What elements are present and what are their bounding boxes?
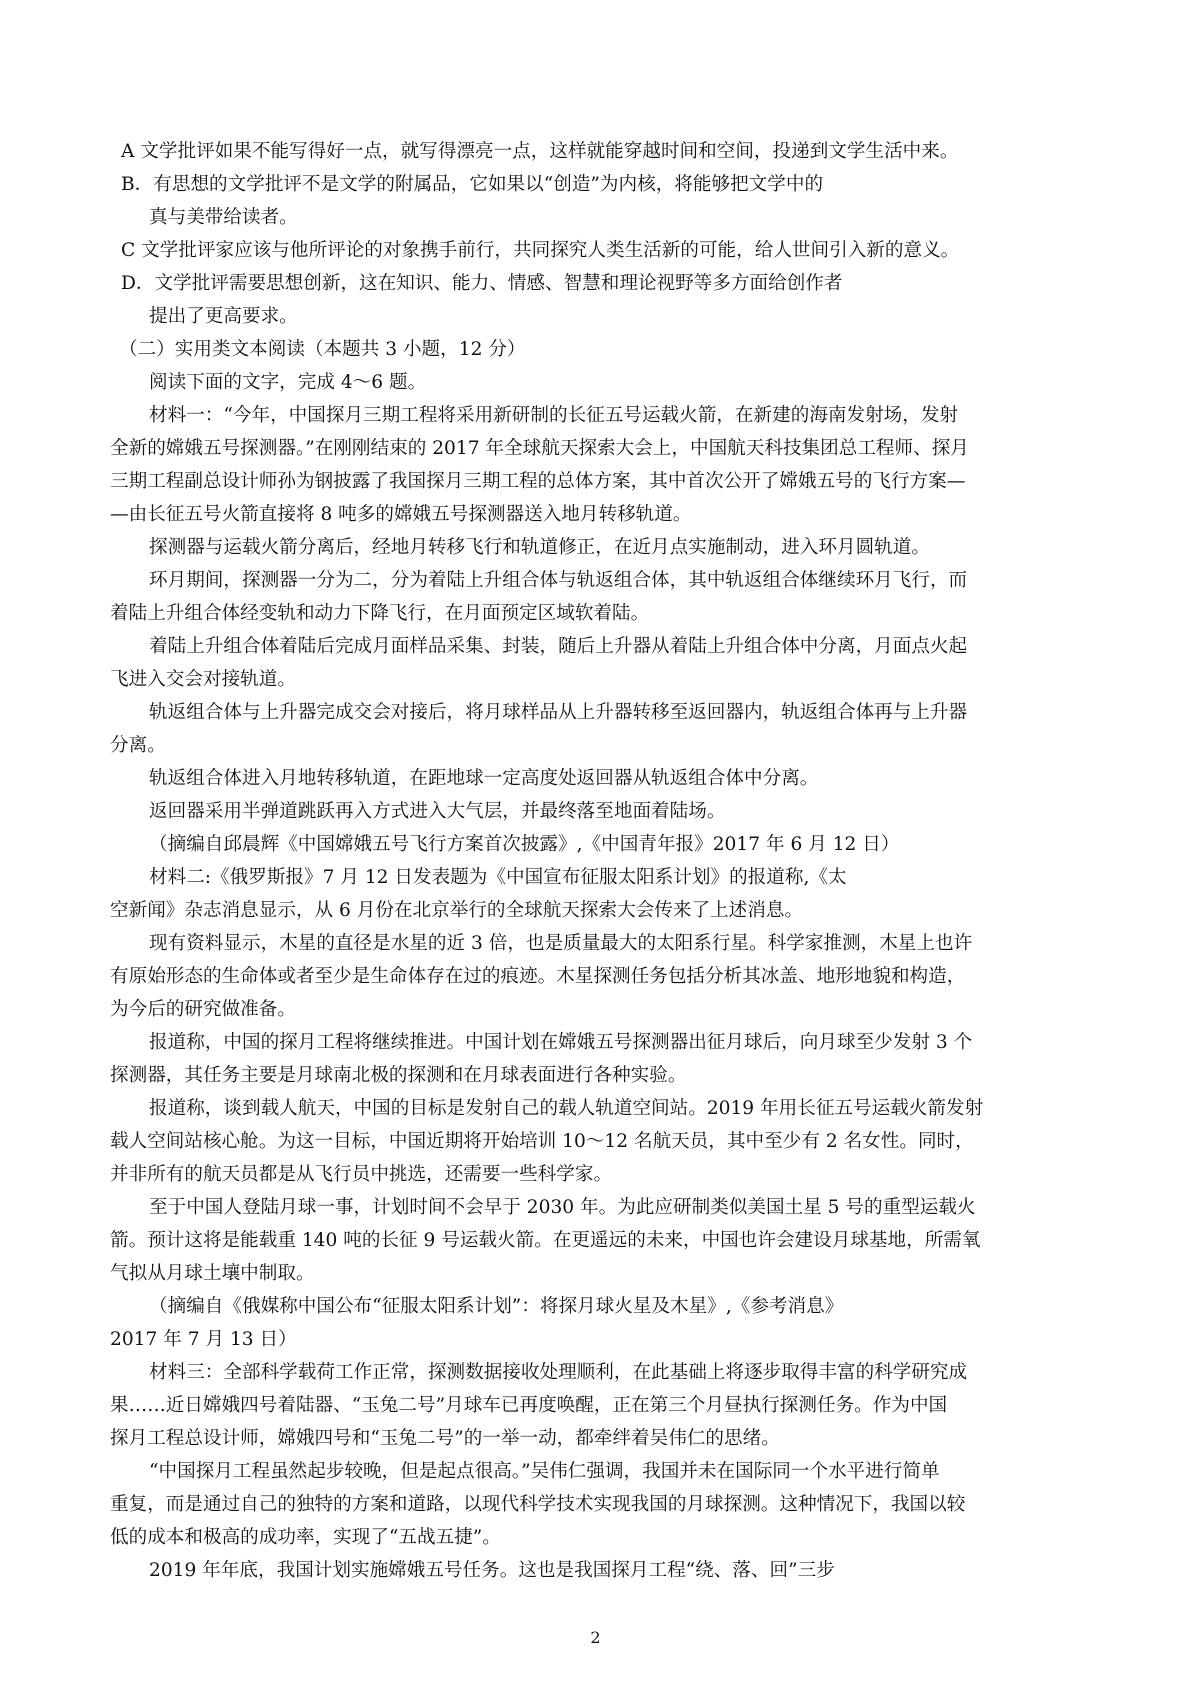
page-number: 2	[590, 1628, 601, 1647]
paragraph-line: 箭。预计这将是能载重 140 吨的长征 9 号运载火箭。在更遥远的未来，中国也许会建设月球基地，所需氧	[110, 1230, 981, 1251]
paragraph-line: 载人空间站核心舱。为这一目标，中国近期将开始培训 10～12 名航天员，其中至少有 2 名女性。同时，	[110, 1131, 974, 1152]
paragraph-line: 三期工程副总设计师孙为钢披露了我国探月三期工程的总体方案，其中首次公开了嫦娥五号的飞行方案—	[110, 471, 966, 492]
paragraph-line: 返回器采用半弹道跳跃再入方式进入大气层，并最终落至地面着陆场。	[149, 801, 726, 822]
paragraph-line: —由长征五号火箭直接将 8 吨多的嫦娥五号探测器送入地月转移轨道。	[110, 504, 692, 525]
paragraph-line: 并非所有的航天员都是从飞行员中挑选，还需要一些科学家。	[110, 1164, 613, 1185]
section-heading: （二）实用类文本阅读（本题共 3 小题，12 分）	[119, 339, 526, 360]
option-d-continued: 提出了更高要求。	[149, 306, 298, 327]
paragraph-line: 报道称，中国的探月工程将继续推进。中国计划在嫦娥五号探测器出征月球后，向月球至少发射 3 个	[149, 1032, 973, 1053]
paragraph-line: 分离。	[110, 735, 166, 756]
option-b-continued: 真与美带给读者。	[149, 207, 298, 228]
paragraph-line: 探测器，其任务主要是月球南北极的探测和在月球表面进行各种实验。	[110, 1065, 687, 1086]
paragraph-line: 着陆上升组合体经变轨和动力下降飞行，在月面预定区域软着陆。	[110, 603, 650, 624]
option-c: C 文学批评家应该与他所评论的对象携手前行，共同探究人类生活新的可能，给人世间引入新的意义。	[121, 240, 960, 261]
paragraph-line: 低的成本和极高的成功率，实现了“五战五捷”。	[110, 1527, 501, 1548]
paragraph-line: 全新的嫦娥五号探测器。”在刚刚结束的 2017 年全球航天探索大会上，中国航天科技集团总工程师、探月	[110, 438, 969, 459]
paragraph-line: 有原始形态的生命体或者至少是生命体存在过的痕迹。木星探测任务包括分析其冰盖、地形地貌和构造，	[110, 966, 966, 987]
paragraph-line: 飞进入交会对接轨道。	[110, 669, 296, 690]
paragraph-line: 探月工程总设计师，嫦娥四号和“玉兔二号”的一举一动，都牵绊着吴伟仁的思绪。	[110, 1428, 780, 1449]
option-a: A 文学批评如果不能写得好一点，就写得漂亮一点，这样就能穿越时间和空间，投递到文学生活中来。	[121, 141, 959, 162]
paragraph-line: 着陆上升组合体着陆后完成月面样品采集、封装，随后上升器从着陆上升组合体中分离，月面点火起	[149, 636, 968, 657]
paragraph-line: 材料三：全部科学载荷工作正常，探测数据接收处理顺利，在此基础上将逐步取得丰富的科学研究成	[149, 1362, 968, 1383]
paragraph-line: 轨返组合体与上升器完成交会对接后，将月球样品从上升器转移至返回器内，轨返组合体再与上升器	[149, 702, 968, 723]
paragraph-line: “中国探月工程虽然起步较晚，但是起点很高。”吴伟仁强调，我国并未在国际同一个水平进行简单	[149, 1461, 940, 1482]
source-citation-continued: 2017 年 7 月 13 日）	[110, 1329, 297, 1350]
paragraph-line: 轨返组合体进入月地转移轨道，在距地球一定高度处返回器从轨返组合体中分离。	[149, 768, 819, 789]
paragraph-line: 果……近日嫦娥四号着陆器、“玉兔二号”月球车已再度唤醒，正在第三个月昼执行探测任务。作为中国	[110, 1395, 948, 1416]
paragraph-line: 报道称，谈到载人航天，中国的目标是发射自己的载人轨道空间站。2019 年用长征五号运载火箭发射	[149, 1098, 984, 1119]
paragraph-line: 材料二:《俄罗斯报》7 月 12 日发表题为《中国宣布征服太阳系计划》的报道称,《太	[149, 867, 847, 888]
instruction: 阅读下面的文字，完成 4～6 题。	[149, 372, 427, 393]
source-citation: （摘编自邱晨辉《中国嫦娥五号飞行方案首次披露》,《中国青年报》2017 年 6 月 12 日）	[149, 834, 900, 855]
paragraph-line: 环月期间，探测器一分为二，分为着陆上升组合体与轨返组合体，其中轨返组合体继续环月飞行，而	[149, 570, 968, 591]
paragraph-line: 材料一：“今年，中国探月三期工程将采用新研制的长征五号运载火箭，在新建的海南发射场，发射	[149, 405, 959, 426]
paragraph-line: 现有资料显示，木星的直径是水星的近 3 倍，也是质量最大的太阳系行星。科学家推测，木星上也许	[149, 933, 973, 954]
paragraph-line: 空新闻》杂志消息显示，从 6 月份在北京举行的全球航天探索大会传来了上述消息。	[110, 900, 804, 921]
paragraph-line: 2019 年年底，我国计划实施嫦娥五号任务。这也是我国探月工程“绕、落、回”三步	[149, 1560, 835, 1581]
paragraph-line: 为今后的研究做准备。	[110, 999, 296, 1020]
paragraph-line: 重复，而是通过自己的独特的方案和道路，以现代科学技术实现我国的月球探测。这种情况下，我国以较	[110, 1494, 966, 1515]
option-b: B．有思想的文学批评不是文学的附属品，它如果以“创造”为内核，将能够把文学中的	[121, 174, 824, 195]
source-citation: （摘编自《俄媒称中国公布“征服太阳系计划”：将探月球火星及木星》,《参考消息》	[149, 1296, 844, 1317]
paragraph-line: 至于中国人登陆月球一事，计划时间不会早于 2030 年。为此应研制类似美国土星 5 号的重型运载火	[149, 1197, 976, 1218]
option-d: D．文学批评需要思想创新，这在知识、能力、情感、智慧和理论视野等多方面给创作者	[121, 273, 843, 294]
paragraph-line: 气拟从月球土壤中制取。	[110, 1263, 315, 1284]
paragraph-line: 探测器与运载火箭分离后，经地月转移飞行和轨道修正，在近月点实施制动，进入环月圆轨道。	[149, 537, 930, 558]
